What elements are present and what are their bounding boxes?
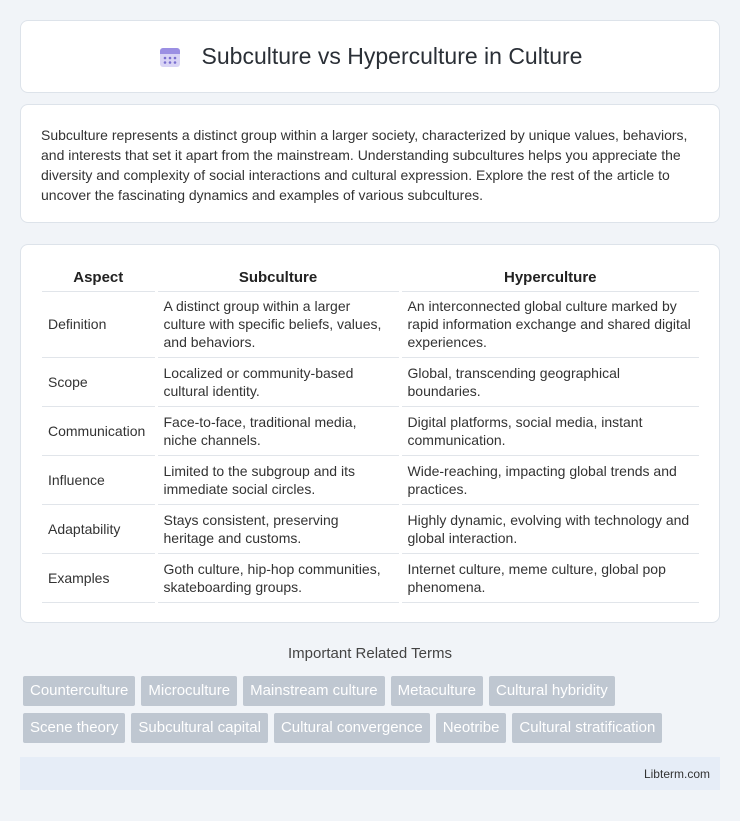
cell-hyperculture: Global, transcending geographical boundaries.: [400, 357, 699, 406]
tag-cultural-stratification[interactable]: Cultural stratification: [512, 713, 662, 743]
related-terms: [23, 676, 723, 750]
tag-counterculture[interactable]: Counterculture: [23, 676, 135, 706]
cell-aspect: Examples: [42, 553, 156, 602]
cell-aspect: Adaptability: [42, 504, 156, 553]
header-aspect: Aspect: [42, 265, 156, 291]
table-row: [42, 553, 699, 602]
tag-mainstream-culture[interactable]: Mainstream culture: [243, 676, 385, 706]
cell-subculture: Goth culture, hip-hop communities, skateboarding groups.: [156, 553, 400, 602]
footer: [20, 757, 720, 790]
table-row: [42, 406, 699, 455]
cell-hyperculture: Digital platforms, social media, instant communication.: [400, 406, 699, 455]
related-terms-heading: Important Related Terms: [288, 645, 452, 662]
tag-cultural-convergence[interactable]: Cultural convergence: [274, 713, 430, 743]
page-title-wrap: [158, 43, 583, 70]
tag-neotribe[interactable]: Neotribe: [436, 713, 507, 743]
cell-hyperculture: Internet culture, meme culture, global pop phenomena.: [400, 553, 699, 602]
comparison-card: [20, 244, 720, 623]
cell-subculture: Localized or community-based cultural identity.: [156, 357, 400, 406]
tag-scene-theory[interactable]: Scene theory: [23, 713, 125, 743]
tag-metaculture[interactable]: Metaculture: [391, 676, 483, 706]
tag-row: [23, 713, 723, 743]
tag-subcultural-capital[interactable]: Subcultural capital: [131, 713, 268, 743]
intro-text: Subculture represents a distinct group within a larger society, characterized by unique values, behaviors, and interests that set it apart from the mainstream. Understanding subcultures helps you appreciate the diversity and complexity of social interactions and cultural expression. Explore the rest of the article to uncover the fascinating dynamics and examples of various subcultures.: [41, 127, 688, 203]
header-hyperculture: Hyperculture: [400, 265, 699, 291]
tag-row: [23, 676, 723, 706]
cell-hyperculture: An interconnected global culture marked by rapid information exchange and shared digital experiences.: [400, 291, 699, 357]
tag-cultural-hybridity[interactable]: Cultural hybridity: [489, 676, 615, 706]
cell-subculture: Stays consistent, preserving heritage and customs.: [156, 504, 400, 553]
cell-aspect: Influence: [42, 455, 156, 504]
calendar-icon: [158, 45, 182, 69]
cell-aspect: Communication: [42, 406, 156, 455]
header-subculture: Subculture: [156, 265, 400, 291]
cell-aspect: Scope: [42, 357, 156, 406]
table-row: [42, 291, 699, 357]
cell-hyperculture: Wide-reaching, impacting global trends and practices.: [400, 455, 699, 504]
title-card: [20, 20, 720, 93]
table-header-row: [42, 265, 699, 291]
comparison-table: [42, 265, 699, 603]
cell-subculture: Face-to-face, traditional media, niche channels.: [156, 406, 400, 455]
cell-subculture: Limited to the subgroup and its immediate social circles.: [156, 455, 400, 504]
footer-link[interactable]: Libterm.com: [643, 766, 710, 781]
cell-hyperculture: Highly dynamic, evolving with technology and global interaction.: [400, 504, 699, 553]
cell-subculture: A distinct group within a larger culture with specific beliefs, values, and behaviors.: [156, 291, 400, 357]
tag-microculture[interactable]: Microculture: [141, 676, 237, 706]
table-row: [42, 455, 699, 504]
table-row: [42, 357, 699, 406]
page-title: Subculture vs Hyperculture in Culture: [201, 43, 583, 69]
table-row: [42, 504, 699, 553]
intro-card: [20, 104, 720, 223]
cell-aspect: Definition: [42, 291, 156, 357]
